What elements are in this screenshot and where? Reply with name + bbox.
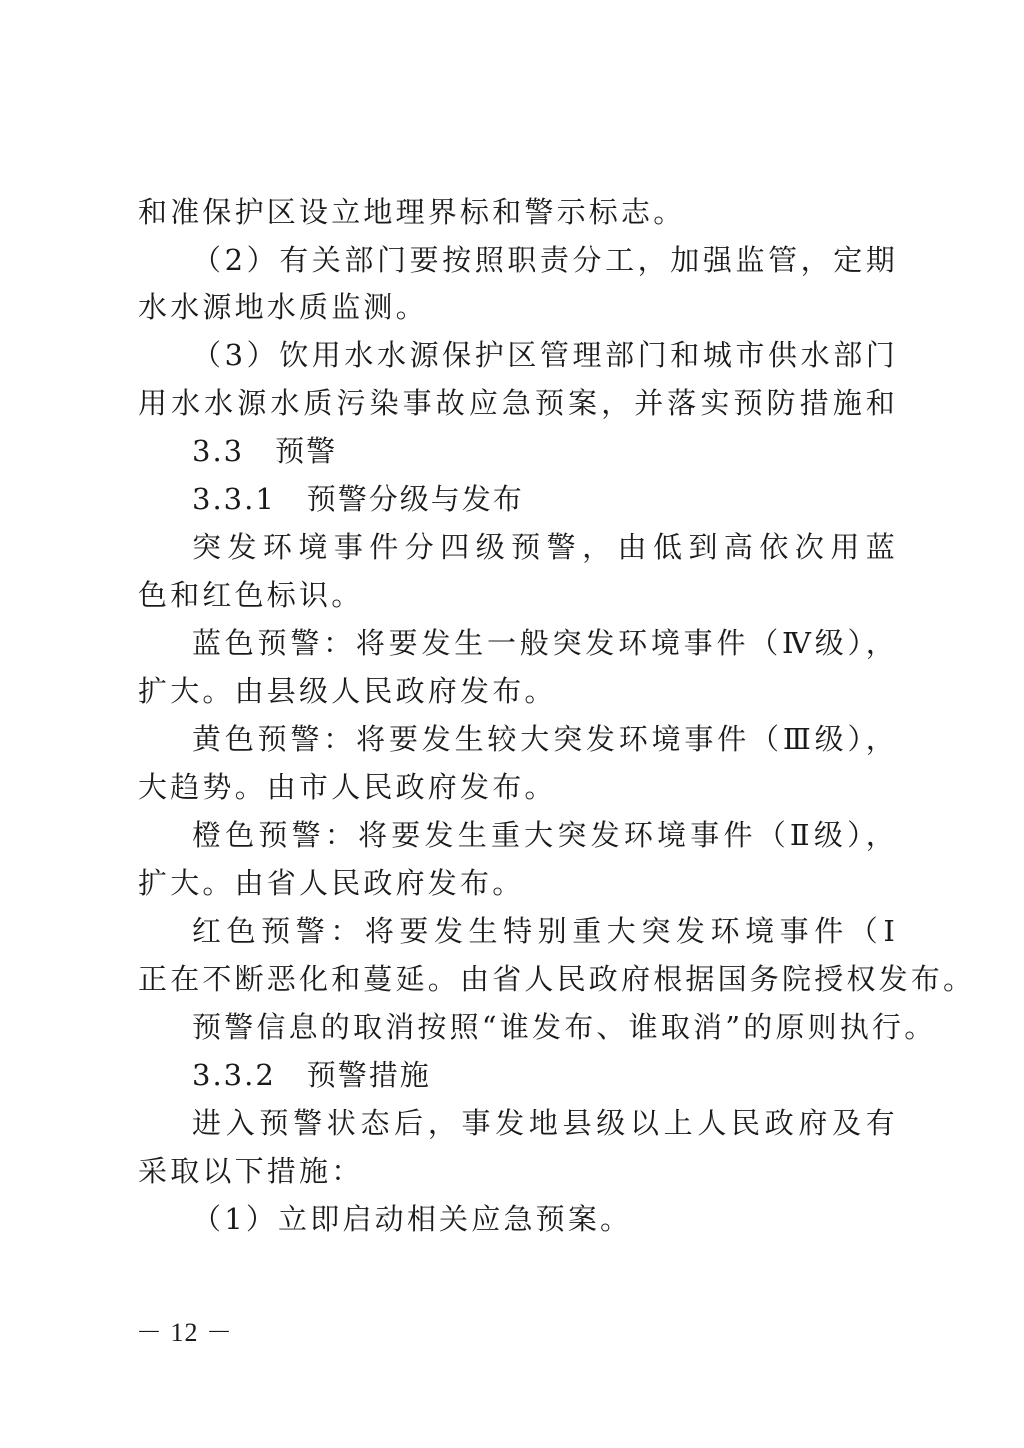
text-line: （2）有关部门要按照职责分工，加强监管，定期 bbox=[192, 244, 898, 276]
text-line: 正在不断恶化和蔓延。由省人民政府根据国务院授权发布。 bbox=[138, 962, 976, 996]
text-line: 用水水源水质污染事故应急预案，并落实预防措施和 bbox=[138, 387, 898, 419]
text-line: （3）饮用水水源保护区管理部门和城市供水部门 bbox=[192, 339, 898, 371]
text-line: 突发环境事件分四级预警，由低到高依次用蓝 bbox=[192, 531, 898, 563]
text-line: 大趋势。由市人民政府发布。 bbox=[138, 770, 557, 804]
section-heading: 3.3.1 预警分级与发布 bbox=[192, 482, 524, 516]
text-line: 水水源地水质监测。 bbox=[138, 290, 428, 324]
text-line: 红色预警：将要发生特别重大突发环境事件（Ⅰ bbox=[192, 915, 898, 947]
text-line: 色和红色标识。 bbox=[138, 578, 364, 612]
text-line: 蓝色预警：将要发生一般突发环境事件（Ⅳ级）， bbox=[192, 627, 898, 659]
text-line: 进入预警状态后，事发地县级以上人民政府及有 bbox=[192, 1107, 898, 1139]
text-line: 和准保护区设立地理界标和警示标志。 bbox=[138, 195, 686, 229]
text-line: 采取以下措施： bbox=[138, 1154, 364, 1188]
text-line: （1）立即启动相关应急预案。 bbox=[192, 1202, 633, 1236]
text-line: 橙色预警：将要发生重大突发环境事件（Ⅱ级）， bbox=[192, 819, 898, 851]
text-line: 黄色预警：将要发生较大突发环境事件（Ⅲ级）， bbox=[192, 723, 898, 755]
page-number: － 12 － bbox=[136, 1318, 234, 1347]
section-heading: 3.3.2 预警措施 bbox=[192, 1058, 431, 1092]
text-line: 扩大。由县级人民政府发布。 bbox=[138, 674, 557, 708]
section-heading: 3.3 预警 bbox=[192, 434, 338, 468]
text-line: 扩大。由省人民政府发布。 bbox=[138, 866, 525, 900]
text-line: 预警信息的取消按照“谁发布、谁取消”的原则执行。 bbox=[192, 1010, 937, 1044]
